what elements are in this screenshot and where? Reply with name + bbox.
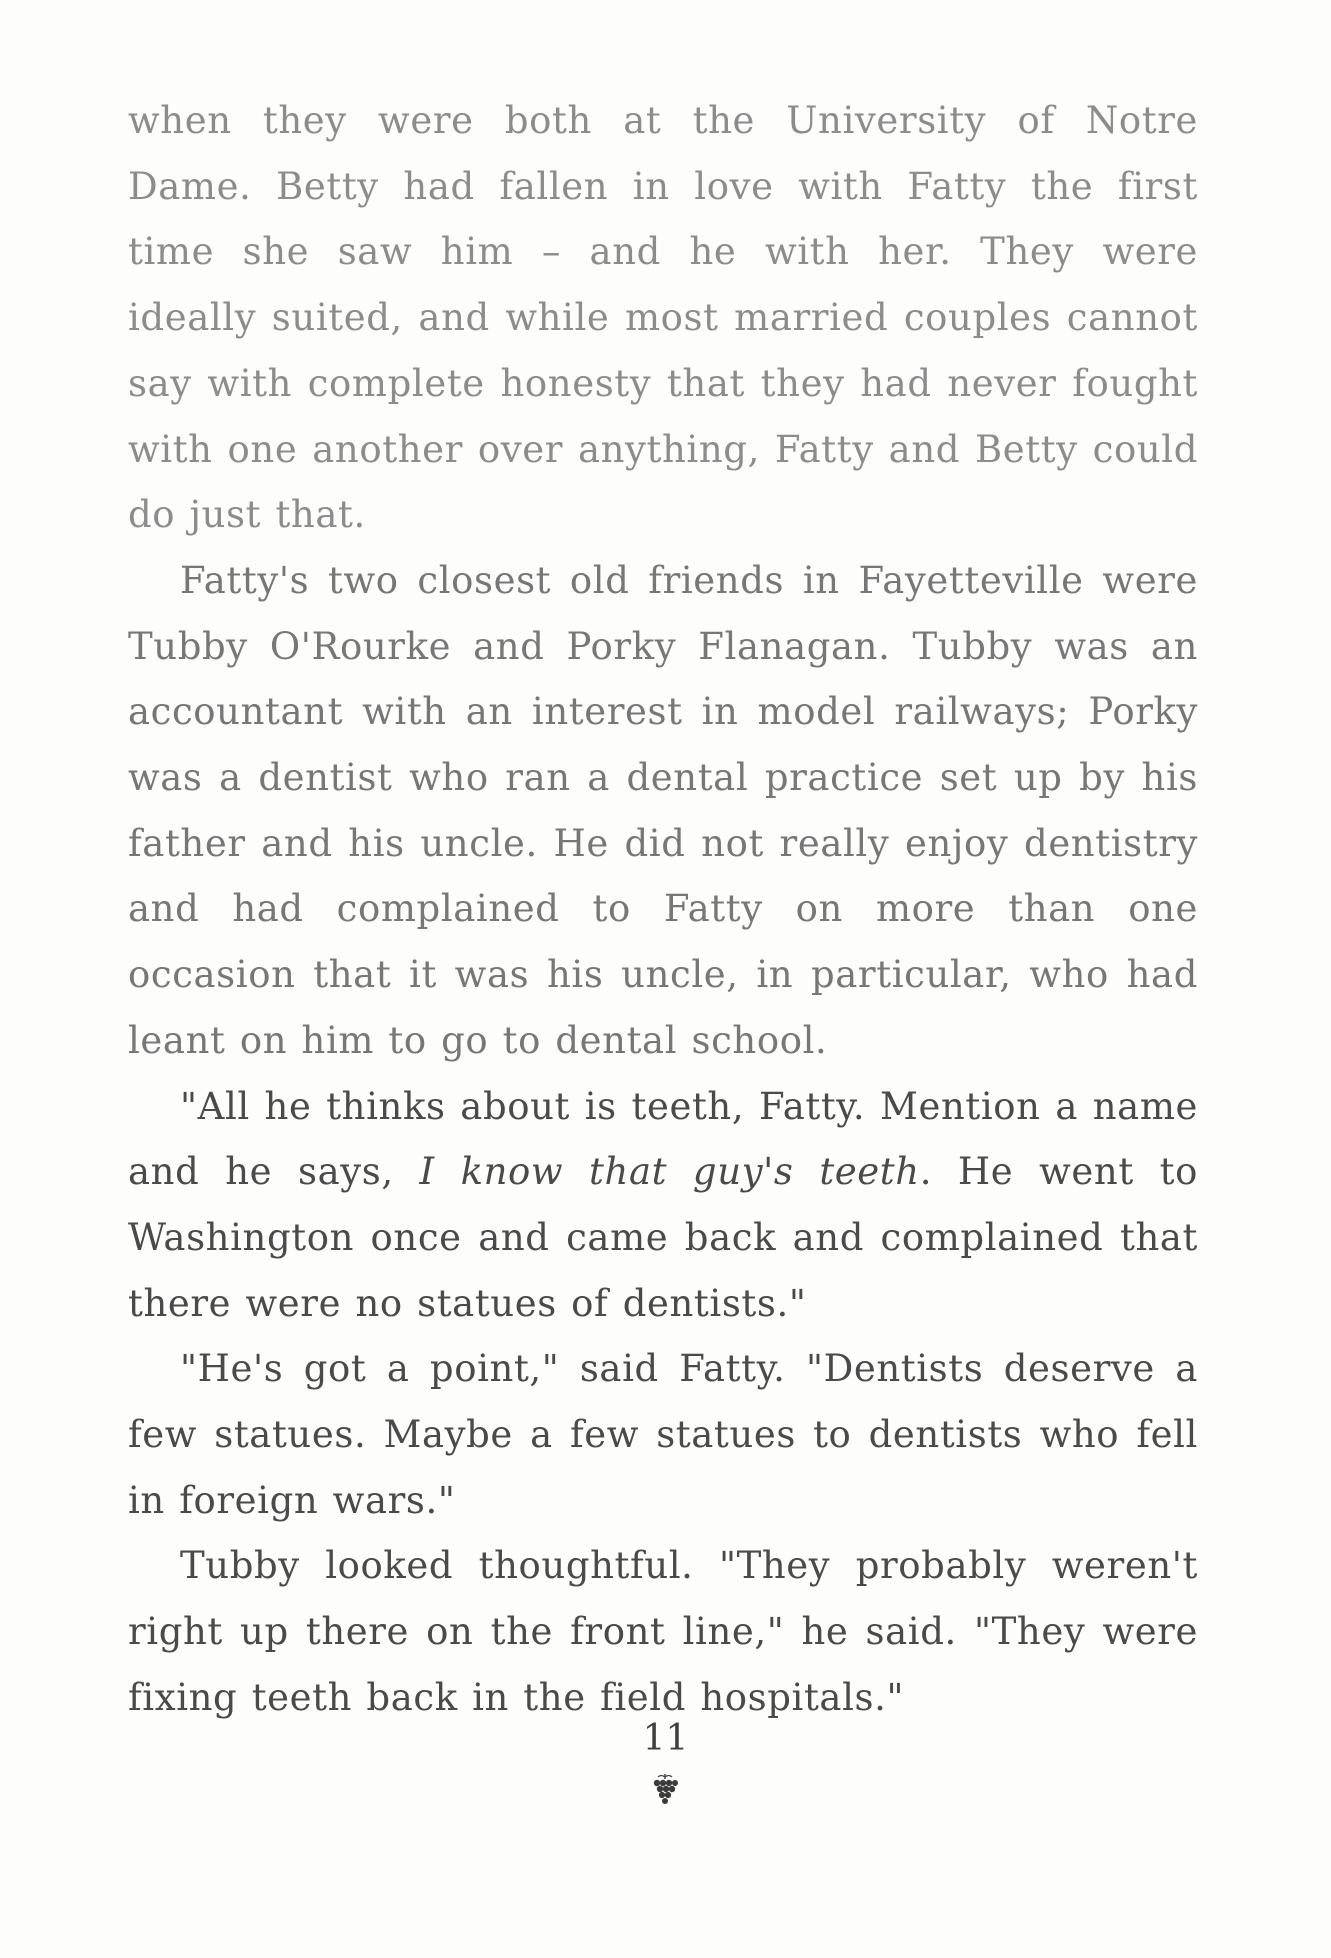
paragraph-continued: when they were both at the University of Notre Dame. Betty had fallen in love with Fatty the first time she saw him – and he with her. They were ideally suited, and while most married couples cannot say with complete honesty that they had never fought with one another over anything, Fatty and Betty could do just that. bbox=[128, 99, 1198, 537]
grape-cluster-icon bbox=[650, 1772, 680, 1812]
paragraph-tubby: Tubby looked thoughtful. "They probably weren't right up there on the front line," he said. "They were fixing teeth back in the field hospitals." bbox=[128, 1544, 1198, 1719]
quote-text-before: "All he thinks about is teeth, Fatty. Mention a name and he says, bbox=[128, 1084, 1198, 1194]
quote-text-after: . He went to Washington once and came back and complained that there were no statues of dentists." bbox=[128, 1150, 1198, 1325]
paragraph-quote-teeth bbox=[128, 1074, 1198, 1337]
paragraph-statues: "He's got a point," said Fatty. "Dentists deserve a few statues. Maybe a few statues to dentists who fell in foreign wars." bbox=[128, 1347, 1198, 1522]
paragraph-friends: Fatty's two closest old friends in Fayetteville were Tubby O'Rourke and Porky Flanagan. Tubby was an accountant with an interest in model railways; Porky was a dentist who ran a dental practice set up by his father and his uncle. He did not really enjoy dentistry and had complained to Fatty on more than one occasion that it was his uncle, in particular, who had leant on him to go to dental school. bbox=[128, 558, 1198, 1062]
body-text bbox=[128, 88, 1198, 1731]
quote-text-italic: I know that guy's teeth bbox=[419, 1150, 920, 1194]
page-number: 11 bbox=[642, 1718, 689, 1759]
